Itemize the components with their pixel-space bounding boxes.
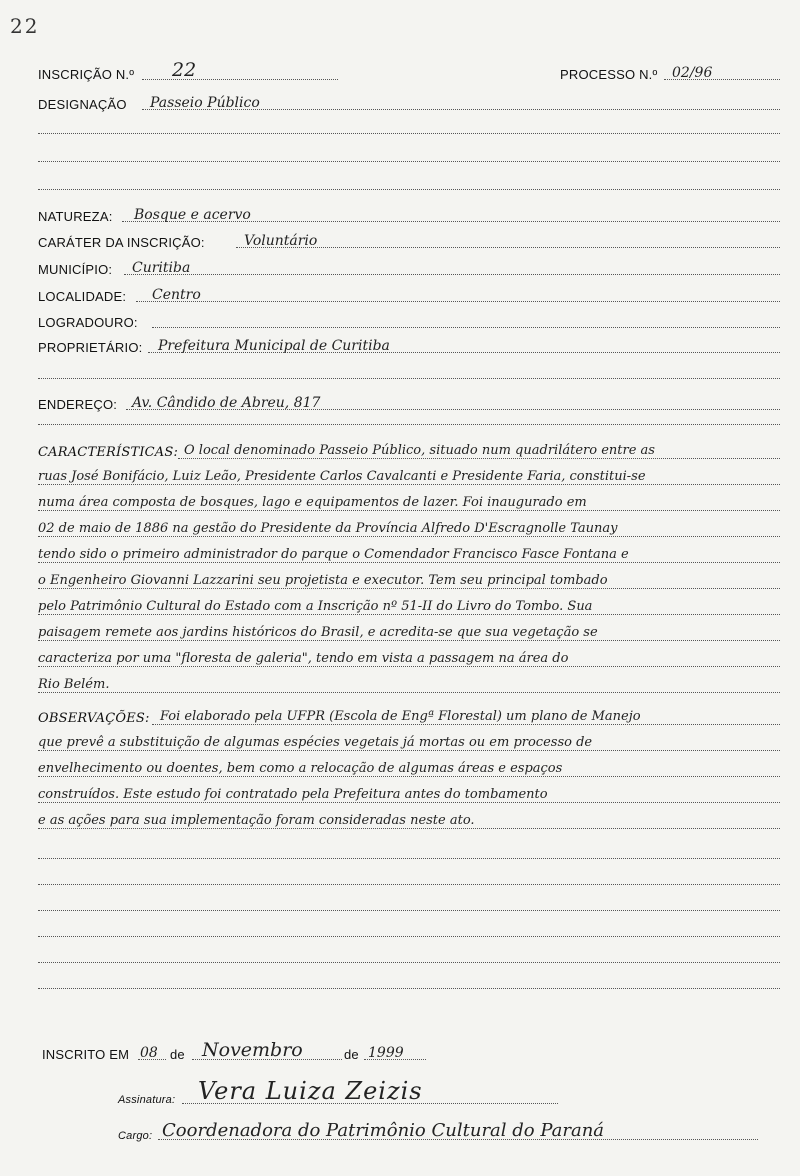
cargo-value: Coordenadora do Patrimônio Cultural do Paraná xyxy=(162,1120,605,1141)
blank-line xyxy=(38,884,780,885)
natureza-row xyxy=(38,202,780,226)
page-number: 22 xyxy=(10,14,40,38)
caracteristicas-text: Rio Belém. xyxy=(38,677,110,692)
designacao-extra-line-3 xyxy=(38,189,780,190)
localidade-label: LOCALIDADE: xyxy=(38,289,127,304)
observacoes-text: construídos. Este estudo foi contratado pela Prefeitura antes do tombamento xyxy=(38,787,548,802)
endereco-label: ENDEREÇO: xyxy=(38,397,118,412)
localidade-row xyxy=(38,282,780,306)
blank-line xyxy=(38,936,780,937)
caracteristicas-line xyxy=(38,594,780,618)
logradouro-dots xyxy=(152,327,780,328)
observacoes-line xyxy=(38,808,780,832)
designacao-extra-line-1 xyxy=(38,133,780,134)
observacoes-text: que prevê a substituição de algumas espécies vegetais já mortas ou em processo de xyxy=(38,735,593,750)
caracteristicas-line xyxy=(38,620,780,644)
municipio-value: Curitiba xyxy=(132,260,191,276)
designacao-value: Passeio Público xyxy=(150,95,260,111)
caracteristicas-text: O local denominado Passeio Público, situado num quadrilátero entre as xyxy=(184,443,655,458)
blank-line xyxy=(38,988,780,989)
inscrito-de-label: de xyxy=(344,1047,359,1062)
proprietario-extra-line xyxy=(38,378,780,379)
blank-line xyxy=(38,962,780,963)
cargo-label: Cargo: xyxy=(118,1130,153,1142)
caracteristicas-text: pelo Patrimônio Cultural do Estado com a Inscrição nº 51-II do Livro do Tombo. Sua xyxy=(38,599,593,614)
inscrito-day: 08 xyxy=(140,1045,158,1061)
caracteristicas-label: CARACTERÍSTICAS: xyxy=(38,445,179,460)
inscricao-value: 22 xyxy=(172,59,197,81)
inscrito-month: Novembro xyxy=(202,1039,303,1061)
caracteristicas-line xyxy=(38,438,780,462)
natureza-label: NATUREZA: xyxy=(38,209,113,224)
observacoes-line xyxy=(38,782,780,806)
caracteristicas-text: numa área composta de bosques, lago e equipamentos de lazer. Foi inaugurado em xyxy=(38,495,587,510)
inscrito-label: INSCRITO EM xyxy=(42,1047,130,1062)
processo-value: 02/96 xyxy=(672,65,713,81)
endereco-value: Av. Cândido de Abreu, 817 xyxy=(132,395,321,411)
endereco-row xyxy=(38,390,780,414)
proprietario-value: Prefeitura Municipal de Curitiba xyxy=(158,338,390,354)
assinatura-label: Assinatura: xyxy=(118,1094,176,1106)
municipio-row xyxy=(38,255,780,279)
natureza-value: Bosque e acervo xyxy=(134,207,251,223)
proprietario-label: PROPRIETÁRIO: xyxy=(38,340,143,355)
observacoes-line xyxy=(38,730,780,754)
assinatura-row xyxy=(118,1078,558,1108)
observacoes-text: envelhecimento ou doentes, bem como a relocação de algumas áreas e espaços xyxy=(38,761,563,776)
inscrito-row xyxy=(42,1040,442,1064)
localidade-dots xyxy=(136,301,780,302)
proprietario-row xyxy=(38,333,780,357)
assinatura-signature: Vera Luiza Zeizis xyxy=(198,1077,423,1105)
caracteristicas-text: o Engenheiro Giovanni Lazzarini seu projetista e executor. Tem seu principal tombado xyxy=(38,573,608,588)
inscrito-year: 1999 xyxy=(368,1045,404,1061)
blank-line xyxy=(38,858,780,859)
carater-dots xyxy=(236,247,780,248)
logradouro-row xyxy=(38,308,780,332)
processo-row xyxy=(560,60,780,84)
designacao-row xyxy=(38,90,780,114)
inscricao-row xyxy=(38,60,338,84)
designacao-extra-line-2 xyxy=(38,161,780,162)
observacoes-text: e as ações para sua implementação foram consideradas neste ato. xyxy=(38,813,475,828)
observacoes-line xyxy=(38,756,780,780)
caracteristicas-text: 02 de maio de 1886 na gestão do Presidente da Província Alfredo D'Escragnolle Taunay xyxy=(38,521,618,536)
caracteristicas-text: caracteriza por uma "floresta de galeria", tendo em vista a passagem na área do xyxy=(38,651,569,666)
caracteristicas-text: tendo sido o primeiro administrador do parque o Comendador Francisco Fasce Fontana e xyxy=(38,547,629,562)
inscricao-label: INSCRIÇÃO N.º xyxy=(38,67,135,82)
caracteristicas-line xyxy=(38,672,780,696)
observacoes-label: OBSERVAÇÕES: xyxy=(38,711,150,726)
caracteristicas-text: paisagem remete aos jardins históricos do Brasil, e acredita-se que sua vegetação se xyxy=(38,625,598,640)
caracteristicas-line xyxy=(38,464,780,488)
caracteristicas-line xyxy=(38,646,780,670)
observacoes-text: Foi elaborado pela UFPR (Escola de Engª Florestal) um plano de Manejo xyxy=(160,709,641,724)
inscrito-de-label: de xyxy=(170,1047,185,1062)
endereco-extra-line xyxy=(38,424,780,425)
caracteristicas-line xyxy=(38,490,780,514)
localidade-value: Centro xyxy=(152,287,201,303)
logradouro-label: LOGRADOURO: xyxy=(38,315,138,330)
caracteristicas-line xyxy=(38,516,780,540)
processo-label: PROCESSO N.º xyxy=(560,67,658,82)
carater-label: CARÁTER DA INSCRIÇÃO: xyxy=(38,235,205,250)
cargo-row xyxy=(118,1114,758,1144)
municipio-label: MUNICÍPIO: xyxy=(38,262,113,277)
blank-line xyxy=(38,910,780,911)
caracteristicas-text: ruas José Bonifácio, Luiz Leão, Presidente Carlos Cavalcanti e Presidente Faria, constitui-se xyxy=(38,469,646,484)
carater-value: Voluntário xyxy=(244,233,318,249)
caracteristicas-line xyxy=(38,542,780,566)
observacoes-line xyxy=(38,704,780,728)
designacao-label: DESIGNAÇÃO xyxy=(38,97,127,112)
municipio-dots xyxy=(124,274,780,275)
caracteristicas-line xyxy=(38,568,780,592)
carater-row xyxy=(38,228,780,252)
